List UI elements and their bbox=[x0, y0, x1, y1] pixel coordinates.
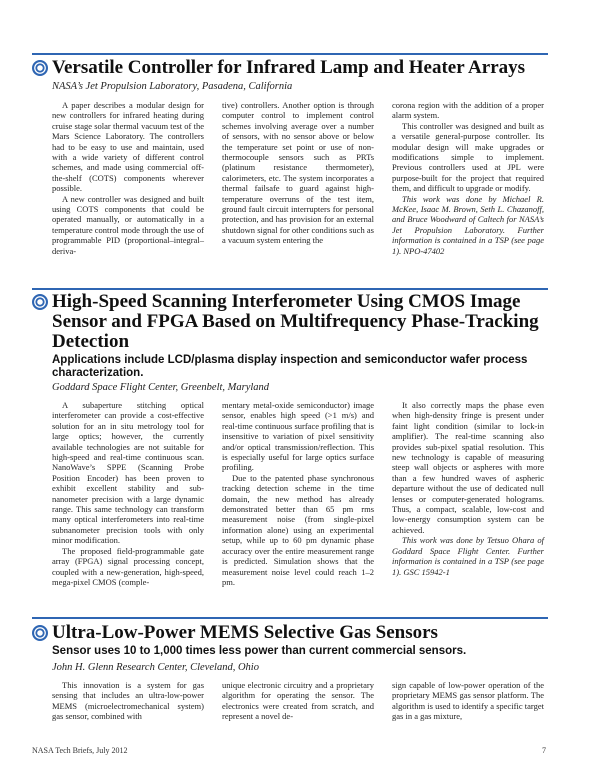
article1-org: NASA’s Jet Propulsion Laboratory, Pasadena, California bbox=[52, 81, 293, 92]
nasa-insignia-icon bbox=[32, 60, 48, 76]
article2-org: Goddard Space Flight Center, Greenbelt, Maryland bbox=[52, 382, 270, 393]
article2-subtitle: Applications include LCD/plasma display inspection and semiconductor wafer process characterization. bbox=[52, 354, 528, 379]
article1-column-3 bbox=[392, 100, 544, 256]
nasa-insignia-icon bbox=[32, 625, 48, 641]
article3-paragraph: This innovation is a system for gas sensing that includes an ultra-low-power MEMS (microelectromechanical system) gas sensor, combined with bbox=[52, 680, 204, 722]
article2-paragraph: A subaperture stitching optical interferometer can provide a cost-effective solution for an in situ metrology tool for large optics; however, the currently available technologies are not suitable for high-speed and real-time continuous scan. NanoWave’s SPPE (Scanning Probe Position Encoder) has been proven to exhibit excellent stability and sub-nanometer precision with a large dynamic range. This same technology can transform many optical interferometers into real-time subnanometer precision tools with only minor modification. bbox=[52, 400, 204, 546]
article3-org: John H. Glenn Research Center, Cleveland, Ohio bbox=[52, 662, 259, 673]
footer-publication: NASA Tech Briefs, July 2012 bbox=[32, 746, 128, 755]
article3-column-2 bbox=[222, 680, 374, 722]
article3-column-1 bbox=[52, 680, 204, 722]
footer-page-number: 7 bbox=[542, 746, 546, 755]
article1-column-1 bbox=[52, 100, 204, 256]
article1-paragraph: corona region with the addition of a proper alarm system. bbox=[392, 100, 544, 121]
article3-paragraph: sign capable of low-power operation of the proprietary MEMS gas sensor platform. The algorithm is used to identify a specific target gas in a gas mixture, bbox=[392, 680, 544, 722]
article3-top-rule bbox=[32, 617, 548, 619]
article3-paragraph: unique electronic circuitry and a proprietary algorithm for operating the sensor. The electronics were created from scratch, and represent a novel de- bbox=[222, 680, 374, 722]
nasa-insignia-icon bbox=[32, 294, 48, 310]
article1-paragraph: This controller was designed and built as a versatile general-purpose controller. Its modular design will make upgrades or modifications simple to implement. Previous controllers used at JPL were purpose-built for the project that required them, and difficult to upgrade or modify. bbox=[392, 120, 544, 194]
article2-top-rule bbox=[32, 288, 548, 290]
article2-paragraph: Due to the patented phase synchronous tracking detection scheme in the time domain, the new method has already demonstrated better than 65 pm rms measurement noise (from single-pixel information alone) using an experimental setup, while up to 60 pm dynamic phase accuracy over the entire measurement range is predicted. Simulation shows that the measurement noise level could reach 1–2 pm. bbox=[222, 472, 374, 587]
article3-subtitle: Sensor uses 10 to 1,000 times less power than current commercial sensors. bbox=[52, 645, 467, 657]
article2-paragraph: mentary metal-oxide semiconductor) image sensor, enables high speed (>1 m/s) and real-time continuous surface profiling that is insensitive to variation of pixel sensitivity and/or optical transmission/reflection. This is especially useful for large optics surface profiling. bbox=[222, 400, 374, 473]
article2-column-2 bbox=[222, 400, 374, 587]
article3-column-3 bbox=[392, 680, 544, 722]
article1-paragraph: A new controller was designed and built using COTS components that could be operated manually, or automatically in a temperature control mode through the use of programmable PID (proportional–integral–deriva- bbox=[52, 193, 204, 256]
article1-paragraph: tive) controllers. Another option is through computer control to implement control schemes involving average over a number of sensors, with no sensor above or below the temperature set point or use of non-thermocouple sensors such as PRTs (platinum resistance thermometer), calorimeters, etc. The system incorporates a thermal failsafe to guard against high-temperature overruns of the test item, ground fault circuit interrupters for personal protection, and has provision for an external shutdown signal for other conditions such as a vacuum system entering the bbox=[222, 100, 374, 246]
article2-column-3 bbox=[392, 400, 544, 577]
article1-title: Versatile Controller for Infrared Lamp and Heater Arrays bbox=[52, 57, 526, 78]
article2-credit: This work was done by Tetsuo Ohara of Goddard Space Flight Center. Further information is contained in a TSP (see page 1). GSC 15942-1 bbox=[392, 535, 544, 577]
article2-title: High-Speed Scanning Interferometer Using CMOS Image Sensor and FPGA Based on Multifrequency Phase-Tracking Detection bbox=[52, 291, 539, 352]
article2-column-1 bbox=[52, 400, 204, 587]
article3-title: Ultra-Low-Power MEMS Selective Gas Sensors bbox=[52, 622, 438, 643]
article1-credit: This work was done by Michael R. McKee, Isaac M. Brown, Seth L. Chazanoff, and Bruce Woodward of Caltech for NASA’s Jet Propulsion Laboratory. Further information is contained in a TSP (see page 1). NPO-47402 bbox=[392, 193, 544, 256]
article1-column-2 bbox=[222, 100, 374, 246]
article2-paragraph: The proposed field-programmable gate array (FPGA) signal processing concept, coupled with a new-generation, high-speed, mega-pixel CMOS (comple- bbox=[52, 545, 204, 587]
article1-top-rule bbox=[32, 53, 548, 55]
article1-paragraph: A paper describes a modular design for new controllers for infrared heating during cruise stage solar thermal vacuum test of the Mars Science Laboratory. The controllers had to be easy to use and maintain, used with a wide variety of different control schemes, and made using commercial off-the-shelf (COTS) components wherever possible. bbox=[52, 100, 204, 194]
article2-paragraph: It also correctly maps the phase even when high-density fringe is present under faint light condition (similar to lock-in amplifier). The real-time scanning also provides sub-pixel spatial resolution. This new technology is capable of measuring steep wall objects or aspheres with more than a few hundred waves of aspheric departure without the use of dedicated null lenses or computer-generated holograms. Thus, a compact, scalable, low-cost and low-energy consumption system can be achieved. bbox=[392, 400, 544, 535]
